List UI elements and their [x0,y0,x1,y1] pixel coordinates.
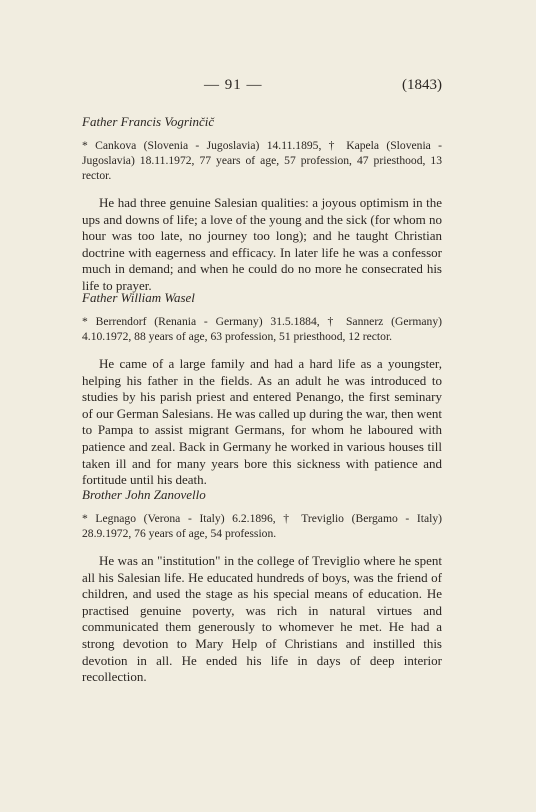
entry-name: Father Francis Vogrinčič [82,114,215,129]
page-header [82,77,442,97]
entry-dates: * Legnago (Verona - Italy) 6.2.1896, † Treviglio (Bergamo - Italy) 28.9.1972, 76 years of age, 54 profession. [82,512,442,540]
obituary-entry-vogrincic [82,114,442,295]
entry-body: He came of a large family and had a hard life as a youngster, helping his father in the fields. As an adult he was introduced to studies by his parish priest and entered Penango, the first seminary of our German Salesians. He was called up during the war, then went to Pampa to assist migrant Germans, for whom he laboured with patience and zeal. Back in Germany he worked in various houses till taken ill and for many years bore this sickness with patience and fortitude until his death. [82,356,442,488]
entry-body: He was an "institution" in the college of Treviglio where he spent all his Salesian life. He educated hundreds of boys, was the friend of children, and used the stage as his special means of education. He practised genuine poverty, was rich in natural virtues and communicated them generously to whomever he met. He had a strong devotion to Mary Help of Christians and instilled this devotion in all. He ended his life in days of deep interior recollection. [82,553,442,685]
obituary-entry-zanovello [82,487,442,686]
entry-dates: * Berrendorf (Renania - Germany) 31.5.1884, † Sannerz (Germany) 4.10.1972, 88 years of age, 63 profession, 51 priesthood, 12 rector. [82,315,442,343]
entry-name: Father William Wasel [82,290,195,305]
page-number: — 91 — [204,77,263,93]
entry-body: He had three genuine Salesian qualities: a joyous optimism in the ups and downs of life; a love of the young and the sick (for whom no hour was too late, no journey too long); and he taught Christian doctrine with eagerness and efficacy. In later life he was a confessor much in demand; and when he could do no more he consecrated his life to prayer. [82,195,442,293]
entry-name: Brother John Zanovello [82,487,206,502]
obituary-entry-wasel [82,290,442,489]
year-label: (1843) [402,77,442,93]
entry-dates: * Cankova (Slovenia - Jugoslavia) 14.11.1895, † Kapela (Slovenia - Jugoslavia) 18.11.1972, 77 years of age, 57 profession, 47 priesthood, 13 rector. [82,139,442,182]
